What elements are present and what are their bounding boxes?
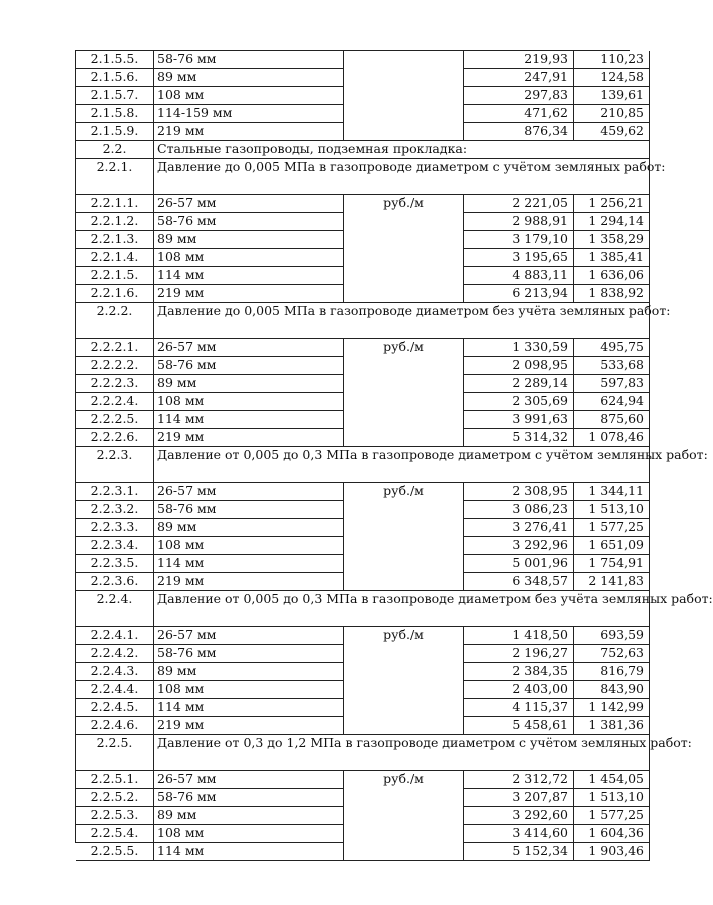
section-heading: Давление от 0,005 до 0,3 МПа в газопроводе диаметром без учёта земляных работ:: [154, 591, 650, 627]
diameter-cell: 89 мм: [154, 663, 344, 681]
unit-cell: руб./м: [344, 771, 464, 861]
price-with-vat-cell: 2 289,14: [464, 375, 574, 393]
unit-cell: руб./м: [344, 195, 464, 303]
item-number: 2.1.5.8.: [76, 105, 154, 123]
item-number: 2.2.4.1.: [76, 627, 154, 645]
diameter-cell: 114 мм: [154, 267, 344, 285]
price-without-vat-cell: 1 903,46: [574, 843, 650, 861]
section-heading: Давление от 0,3 до 1,2 МПа в газопроводе диаметром с учётом земляных работ:: [154, 735, 650, 771]
item-number: 2.2.4.2.: [76, 645, 154, 663]
price-without-vat-cell: 816,79: [574, 663, 650, 681]
price-without-vat-cell: 1 754,91: [574, 555, 650, 573]
price-without-vat-cell: 1 078,46: [574, 429, 650, 447]
diameter-cell: 219 мм: [154, 285, 344, 303]
section-heading: Давление до 0,005 МПа в газопроводе диаметром с учётом земляных работ:: [154, 159, 650, 195]
diameter-cell: 89 мм: [154, 375, 344, 393]
diameter-cell: 89 мм: [154, 807, 344, 825]
diameter-cell: 108 мм: [154, 393, 344, 411]
unit-cell: [344, 51, 464, 141]
diameter-cell: 26-57 мм: [154, 771, 344, 789]
tariff-table: [75, 50, 713, 858]
price-with-vat-cell: 471,62: [464, 105, 574, 123]
diameter-cell: 108 мм: [154, 681, 344, 699]
item-number: 2.2.2.1.: [76, 339, 154, 357]
price-with-vat-cell: 3 292,96: [464, 537, 574, 555]
price-without-vat-cell: 875,60: [574, 411, 650, 429]
price-without-vat-cell: 210,85: [574, 105, 650, 123]
diameter-cell: 58-76 мм: [154, 789, 344, 807]
price-with-vat-cell: 6 213,94: [464, 285, 574, 303]
price-without-vat-cell: 110,23: [574, 51, 650, 69]
section-heading: Давление до 0,005 МПа в газопроводе диаметром без учёта земляных работ:: [154, 303, 650, 339]
item-number: 2.2.1.2.: [76, 213, 154, 231]
diameter-cell: 108 мм: [154, 825, 344, 843]
diameter-cell: 219 мм: [154, 717, 344, 735]
item-number: 2.2.3.2.: [76, 501, 154, 519]
item-number: 2.2.1.3.: [76, 231, 154, 249]
price-without-vat-cell: 2 141,83: [574, 573, 650, 591]
price-with-vat-cell: 5 458,61: [464, 717, 574, 735]
price-with-vat-cell: 2 312,72: [464, 771, 574, 789]
item-number: 2.2.4.6.: [76, 717, 154, 735]
price-without-vat-cell: 1 636,06: [574, 267, 650, 285]
price-with-vat-cell: 2 384,35: [464, 663, 574, 681]
diameter-cell: 219 мм: [154, 123, 344, 141]
price-with-vat-cell: 3 276,41: [464, 519, 574, 537]
diameter-cell: 114 мм: [154, 411, 344, 429]
diameter-cell: 108 мм: [154, 537, 344, 555]
item-number: 2.2.4.3.: [76, 663, 154, 681]
price-with-vat-cell: 1 330,59: [464, 339, 574, 357]
price-with-vat-cell: 3 292,60: [464, 807, 574, 825]
diameter-cell: 26-57 мм: [154, 339, 344, 357]
price-without-vat-cell: 1 381,36: [574, 717, 650, 735]
section-number: 2.2.2.: [76, 303, 154, 339]
price-with-vat-cell: 2 305,69: [464, 393, 574, 411]
item-number: 2.2.2.4.: [76, 393, 154, 411]
item-number: 2.2.3.5.: [76, 555, 154, 573]
price-with-vat-cell: 4 883,11: [464, 267, 574, 285]
price-without-vat-cell: 124,58: [574, 69, 650, 87]
section-number: 2.2.: [76, 141, 154, 159]
item-number: 2.2.1.5.: [76, 267, 154, 285]
price-without-vat-cell: 624,94: [574, 393, 650, 411]
item-number: 2.1.5.9.: [76, 123, 154, 141]
item-number: 2.2.2.6.: [76, 429, 154, 447]
item-number: 2.2.4.4.: [76, 681, 154, 699]
section-number: 2.2.1.: [76, 159, 154, 195]
price-without-vat-cell: 459,62: [574, 123, 650, 141]
item-number: 2.2.5.3.: [76, 807, 154, 825]
price-with-vat-cell: 2 403,00: [464, 681, 574, 699]
price-with-vat-cell: 5 314,32: [464, 429, 574, 447]
item-number: 2.2.2.5.: [76, 411, 154, 429]
diameter-cell: 108 мм: [154, 249, 344, 267]
item-number: 2.1.5.6.: [76, 69, 154, 87]
item-number: 2.2.2.2.: [76, 357, 154, 375]
section-number: 2.2.3.: [76, 447, 154, 483]
price-with-vat-cell: 2 196,27: [464, 645, 574, 663]
diameter-cell: 114 мм: [154, 555, 344, 573]
diameter-cell: 114 мм: [154, 699, 344, 717]
price-without-vat-cell: 1 256,21: [574, 195, 650, 213]
diameter-cell: 58-76 мм: [154, 51, 344, 69]
item-number: 2.2.5.5.: [76, 843, 154, 861]
price-without-vat-cell: 495,75: [574, 339, 650, 357]
item-number: 2.2.4.5.: [76, 699, 154, 717]
diameter-cell: 114 мм: [154, 843, 344, 861]
price-without-vat-cell: 1 838,92: [574, 285, 650, 303]
item-number: 2.2.5.2.: [76, 789, 154, 807]
section-heading: Давление от 0,005 до 0,3 МПа в газопроводе диаметром с учётом земляных работ:: [154, 447, 650, 483]
price-with-vat-cell: 2 098,95: [464, 357, 574, 375]
price-without-vat-cell: 597,83: [574, 375, 650, 393]
price-with-vat-cell: 3 414,60: [464, 825, 574, 843]
item-number: 2.2.3.6.: [76, 573, 154, 591]
price-with-vat-cell: 3 207,87: [464, 789, 574, 807]
price-without-vat-cell: 1 577,25: [574, 807, 650, 825]
price-without-vat-cell: 1 577,25: [574, 519, 650, 537]
unit-cell: руб./м: [344, 339, 464, 447]
price-without-vat-cell: 1 454,05: [574, 771, 650, 789]
diameter-cell: 58-76 мм: [154, 213, 344, 231]
price-without-vat-cell: 1 604,36: [574, 825, 650, 843]
item-number: 2.2.5.1.: [76, 771, 154, 789]
price-without-vat-cell: 1 385,41: [574, 249, 650, 267]
price-with-vat-cell: 3 086,23: [464, 501, 574, 519]
item-number: 2.2.3.1.: [76, 483, 154, 501]
diameter-cell: 58-76 мм: [154, 645, 344, 663]
price-with-vat-cell: 2 988,91: [464, 213, 574, 231]
price-without-vat-cell: 1 294,14: [574, 213, 650, 231]
price-without-vat-cell: 139,61: [574, 87, 650, 105]
price-without-vat-cell: 1 344,11: [574, 483, 650, 501]
section-number: 2.2.4.: [76, 591, 154, 627]
diameter-cell: 108 мм: [154, 87, 344, 105]
price-without-vat-cell: 1 651,09: [574, 537, 650, 555]
item-number: 2.2.1.4.: [76, 249, 154, 267]
diameter-cell: 26-57 мм: [154, 627, 344, 645]
diameter-cell: 89 мм: [154, 69, 344, 87]
diameter-cell: 58-76 мм: [154, 357, 344, 375]
price-without-vat-cell: 843,90: [574, 681, 650, 699]
diameter-cell: 26-57 мм: [154, 195, 344, 213]
item-number: 2.2.3.3.: [76, 519, 154, 537]
price-without-vat-cell: 1 513,10: [574, 501, 650, 519]
item-number: 2.2.1.6.: [76, 285, 154, 303]
price-without-vat-cell: 693,59: [574, 627, 650, 645]
diameter-cell: 58-76 мм: [154, 501, 344, 519]
item-number: 2.1.5.5.: [76, 51, 154, 69]
item-number: 2.2.5.4.: [76, 825, 154, 843]
item-number: 2.1.5.7.: [76, 87, 154, 105]
price-without-vat-cell: 752,63: [574, 645, 650, 663]
item-number: 2.2.2.3.: [76, 375, 154, 393]
unit-cell: руб./м: [344, 627, 464, 735]
diameter-cell: 26-57 мм: [154, 483, 344, 501]
unit-cell: руб./м: [344, 483, 464, 591]
price-with-vat-cell: 4 115,37: [464, 699, 574, 717]
diameter-cell: 89 мм: [154, 231, 344, 249]
price-with-vat-cell: 5 152,34: [464, 843, 574, 861]
price-with-vat-cell: 247,91: [464, 69, 574, 87]
price-without-vat-cell: 1 513,10: [574, 789, 650, 807]
price-with-vat-cell: 6 348,57: [464, 573, 574, 591]
price-with-vat-cell: 2 221,05: [464, 195, 574, 213]
price-with-vat-cell: 1 418,50: [464, 627, 574, 645]
item-number: 2.2.3.4.: [76, 537, 154, 555]
item-number: 2.2.1.1.: [76, 195, 154, 213]
diameter-cell: 219 мм: [154, 429, 344, 447]
price-with-vat-cell: 297,83: [464, 87, 574, 105]
section-number: 2.2.5.: [76, 735, 154, 771]
price-with-vat-cell: 3 179,10: [464, 231, 574, 249]
diameter-cell: 114-159 мм: [154, 105, 344, 123]
price-without-vat-cell: 1 358,29: [574, 231, 650, 249]
price-without-vat-cell: 533,68: [574, 357, 650, 375]
price-without-vat-cell: 1 142,99: [574, 699, 650, 717]
diameter-cell: 219 мм: [154, 573, 344, 591]
price-with-vat-cell: 219,93: [464, 51, 574, 69]
price-with-vat-cell: 3 991,63: [464, 411, 574, 429]
diameter-cell: 89 мм: [154, 519, 344, 537]
price-with-vat-cell: 2 308,95: [464, 483, 574, 501]
price-with-vat-cell: 3 195,65: [464, 249, 574, 267]
price-with-vat-cell: 876,34: [464, 123, 574, 141]
price-with-vat-cell: 5 001,96: [464, 555, 574, 573]
section-heading: Стальные газопроводы, подземная прокладка:: [154, 141, 650, 159]
